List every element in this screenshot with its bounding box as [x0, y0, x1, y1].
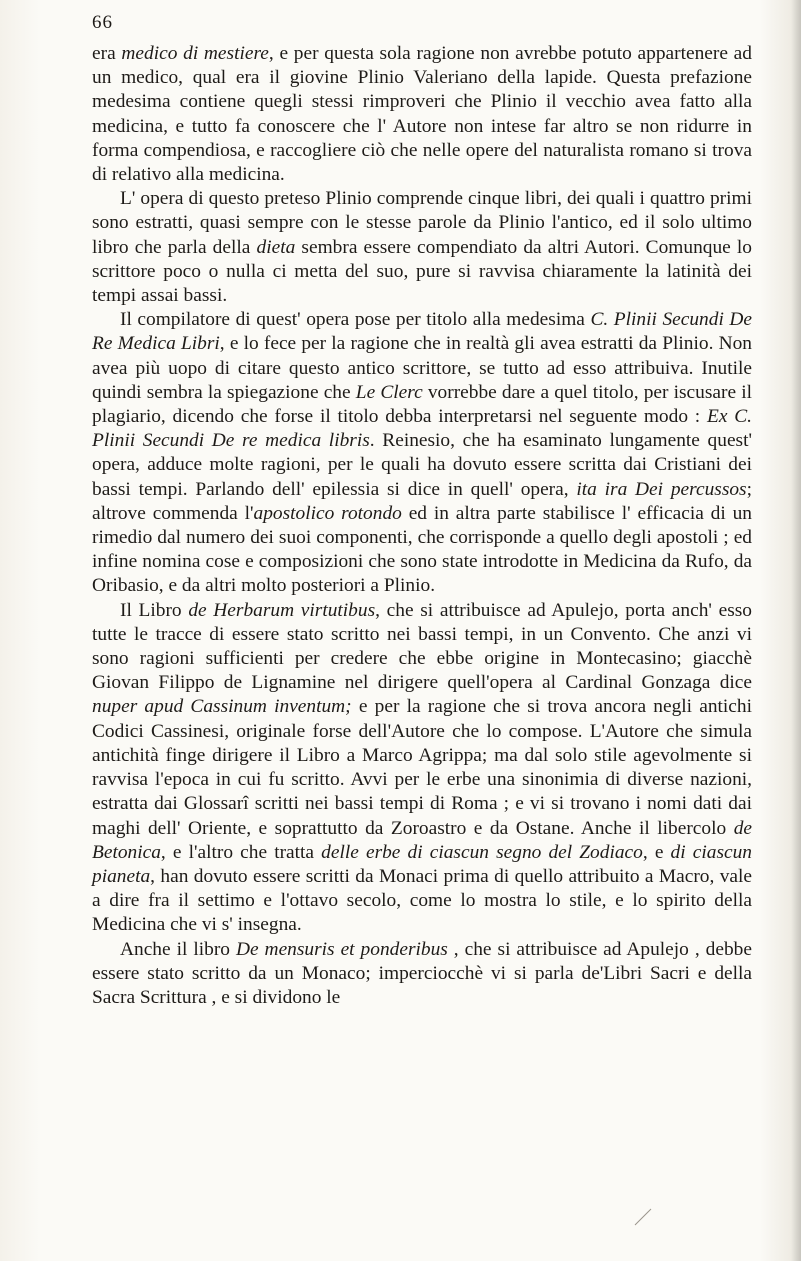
- italic-text: de Betonica: [92, 817, 752, 863]
- text-run: era: [92, 43, 122, 64]
- text-run: , e: [642, 841, 671, 863]
- text-run: , e l'altro che tratta: [160, 841, 322, 863]
- text-run: , che si attribuisce ad Apulejo, porta anch' esso tutte le tracce di essere stato scritto nei bassi tempi, in un Convento. Che anzi vi sono ragioni sufficienti per credere che ebbe origine in Montecasino; giacchè Giovan Filippo de Lignamine nel dirigere quell'opera al Cardinal Gonzaga dice: [92, 599, 752, 694]
- text-run: e per la ragione che si trova ancora negli antichi Codici Cassinesi, originale forse dell'Autore che lo compose. L'Autore che simula antichità finge dirigere il Libro a Marco Agrippa; ma dal solo stile agevolmente si ravvisa l'epoca in cui fu scritto. Avvi per le erbe una sinonimia di diverse nazioni, estratta dai Glossarî scritti nei bassi tempi di Roma ; e vi si trovano i nomi dati dai maghi dell' Oriente, e soprattutto da Zoroastro e da Ostane. Anche il libercolo: [92, 696, 752, 839]
- text-run: . Reinesio, che ha esaminato lungamente quest' opera, adduce molte ragioni, per le quali ha dovuto essere scritta dai Cristiani dei bassi tempi. Parlando dell' epilessia si dice in quell' opera,: [92, 430, 752, 500]
- text-run: ; altrove commenda l': [92, 478, 752, 524]
- italic-text: de Herbarum virtutibus: [188, 599, 376, 621]
- italic-text: di ciascun pianeta: [92, 841, 752, 887]
- body-text: [92, 42, 752, 1010]
- paragraph: [92, 42, 752, 187]
- text-run: , han dovuto essere scritti da Monaci prima di quello attribuito a Macro, vale a dire fra il settimo e l'ottavo secolo, come lo mostra lo stile, e lo spirito della Medicina che vi s' insegna.: [92, 865, 752, 936]
- italic-text: Ex C. Plinii Secundi De re medica libris: [92, 406, 752, 452]
- text-run: Il compilatore di quest' opera pose per titolo alla medesima: [120, 309, 591, 331]
- paragraph: [92, 938, 752, 1011]
- italic-text: Le Clerc: [355, 381, 423, 403]
- pencil-mark-icon: [632, 1206, 654, 1228]
- text-run: L' opera di questo preteso Plinio comprende cinque libri, dei quali i quattro primi sono estratti, quasi sempre con le stesse parole da Plinio l'antico, ed il solo ultimo libro che parla della: [92, 188, 752, 258]
- page-number: 66: [92, 12, 113, 33]
- paragraph: [92, 599, 752, 938]
- italic-text: dieta: [256, 236, 296, 258]
- italic-text: delle erbe di ciascun segno del Zodiaco: [321, 841, 643, 863]
- italic-text: De mensuris et ponderibus: [235, 938, 448, 960]
- text-run: ed in altra parte stabilisce l' efficacia di un rimedio dal numero dei suoi componenti, che corrisponde a quello degli apostoli ; ed infine nomina cose e composizioni che sono state introdotte in Medicina da Rufo, da Oribasio, e da altri molto posteriori a Plinio.: [92, 502, 752, 597]
- text-run: , e per questa sola ragione non avrebbe potuto appartenere ad un medico, qual era il giovine Plinio Valeriano della lapide. Questa prefazione medesima contiene quegli stessi rimproveri che Plinio il vecchio avea fatto alla medicina, e tutto fa conoscere che l' Autore non intese far altro se non ridurre in forma compendiosa, e raccogliere ciò che nelle opere del naturalista romano si trova di relativo alla medicina.: [92, 43, 752, 186]
- italic-text: ita ira Dei percussos: [576, 478, 747, 500]
- italic-text: medico di mestiere: [121, 43, 269, 64]
- page-edge-shadow: [791, 0, 801, 1261]
- italic-text: nuper apud Cassinum inventum;: [92, 696, 352, 718]
- paragraph: [92, 308, 752, 598]
- italic-text: apostolico rotondo: [253, 502, 402, 524]
- paragraph: [92, 187, 752, 308]
- text-run: sembra essere compendiato da altri Autori. Comunque lo scrittore poco o nulla ci metta del suo, pure si ravvisa chiaramente la latinità dei tempi assai bassi.: [92, 236, 752, 307]
- text-run: , che si attribuisce ad Apulejo , debbe essere stato scritto da un Monaco; imperciocchè vi si parla de'Libri Sacri e della Sacra Scrittura , e si dividono le: [92, 938, 752, 1008]
- text-run: Il Libro: [120, 599, 189, 621]
- text-run: vorrebbe dare a quel titolo, per iscusare il plagiario, dicendo che forse il titolo debba interpretarsi nel seguente modo :: [92, 381, 753, 428]
- text-run: Anche il libro: [120, 938, 236, 960]
- italic-text: C. Plinii Secundi De Re Medica Libri: [92, 309, 753, 355]
- text-run: , e lo fece per la ragione che in realtà gli avea estratti da Plinio. Non avea più uopo di citare questo antico scrittore, se tutto ad esso attribuiva. Inutile quindi sembra la spiegazione che: [92, 333, 752, 403]
